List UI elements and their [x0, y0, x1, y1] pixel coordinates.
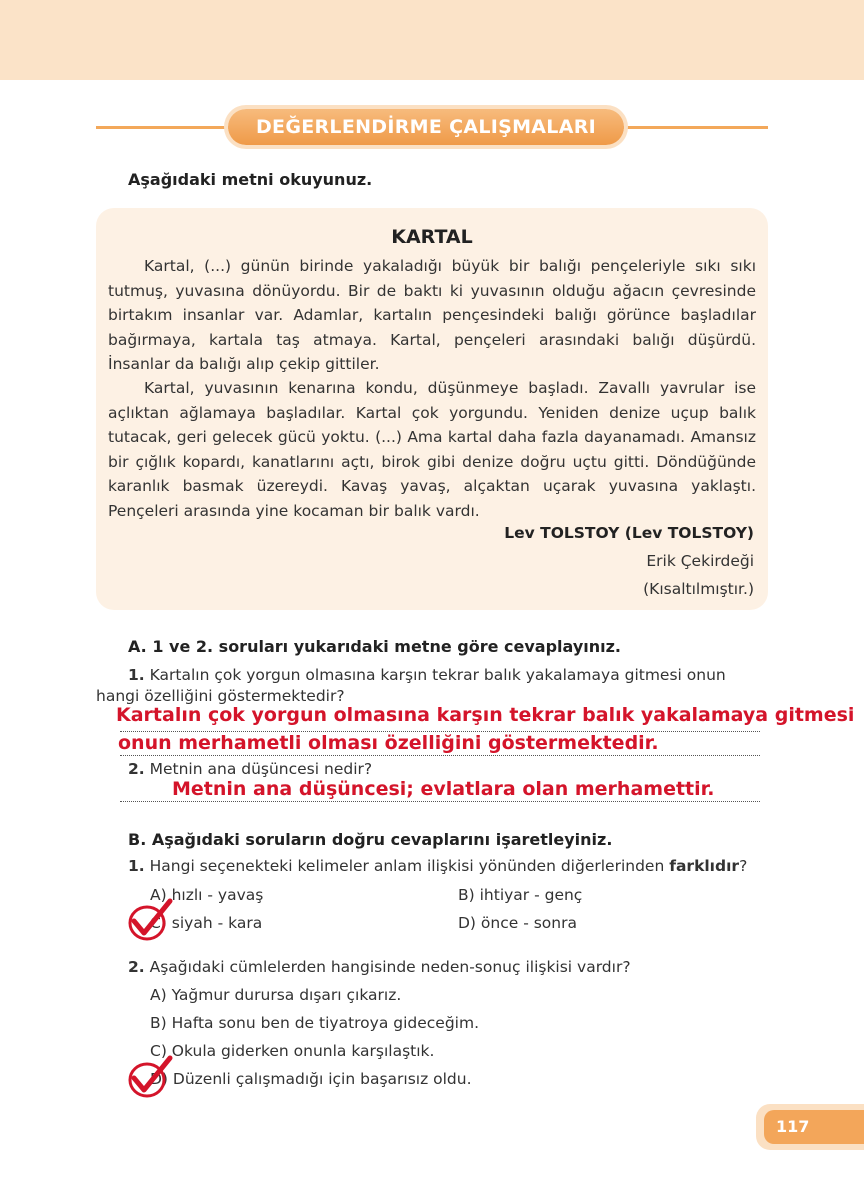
section-b-heading: B. Aşağıdaki soruların doğru cevaplarını işaretleyiniz. [128, 830, 613, 849]
question-b2-number: 2. [128, 958, 145, 976]
question-a1-line2: hangi özelliğini göstermektedir? [96, 687, 345, 705]
question-a2-text: Metnin ana düşüncesi nedir? [149, 760, 373, 778]
question-b2 [128, 958, 631, 976]
question-b1-text: Hangi seçenekteki kelimeler anlam ilişkisi yönünden diğerlerinden [149, 857, 665, 875]
question-b1-emphasis: farklıdır [669, 857, 740, 875]
question-a1-text: Kartalın çok yorgun olmasına karşın tekrar balık yakalamaya gitmesi onun [149, 666, 726, 684]
option-b1-d[interactable]: D) önce - sonra [458, 914, 577, 932]
answer-line [120, 755, 760, 756]
question-a2-number: 2. [128, 760, 145, 778]
story-book: Erik Çekirdeği [646, 552, 754, 570]
question-b1 [128, 857, 747, 875]
answer-a1-line1: Kartalın çok yorgun olmasına karşın tekrar balık yakalamaya gitmesi [116, 704, 855, 726]
question-a2 [128, 760, 372, 778]
page-number: 117 [764, 1110, 864, 1144]
intro-instruction: Aşağıdaki metni okuyunuz. [128, 170, 373, 189]
option-b2-c[interactable]: C) Okula giderken onunla karşılaştık. [150, 1042, 435, 1060]
story-paragraph-1 [108, 254, 756, 377]
story-title: KARTAL [391, 226, 473, 248]
story-paragraph-2-text: Kartal, yuvasının kenarına kondu, düşünmeye başladı. Zavallı yavrular ise açlıktan ağlamaya başladılar. Kartal çok yorgundu. Yeniden denize uçup balık tutacak, geri gelecek gücü yoktu. (...) Ama kartal daha fazla dayanamadı. Amansız bir çığlık kopardı, kanatlarını açtı, birok gibi denize doğru uçtu gitti. Döndüğünde karanlık basmak üzereydi. Kavaş yavaş, alçaktan uçarak yuvasına yaklaştı. Pençeleri arasında yine kocaman bir balık vardı. [108, 379, 756, 520]
story-author: Lev TOLSTOY (Lev TOLSTOY) [504, 524, 754, 542]
question-b2-text: Aşağıdaki cümlelerden hangisinde neden-sonuç ilişkisi vardır? [149, 958, 631, 976]
section-a-heading: A. 1 ve 2. soruları yukarıdaki metne göre cevaplayınız. [128, 637, 621, 656]
question-b1-end: ? [739, 857, 748, 875]
option-b1-b[interactable]: B) ihtiyar - genç [458, 886, 583, 904]
top-band [0, 0, 864, 80]
story-paragraph-1-text: Kartal, (...) günün birinde yakaladığı büyük bir balığı pençeleriyle sıkı sıkı tutmuş, yuvasına dönüyordu. Bir de baktı ki yuvasının olduğu ağacın çevresinde birtakım insanlar var. Adamlar, kartalın pençesindeki balığı görünce başladılar bağırmaya, kartala taş atmaya. Kartal, pençeleri arasındaki balığı düşürdü. İnsanlar da balığı alıp çekip gittiler. [108, 257, 756, 374]
option-b2-d[interactable]: D) Düzenli çalışmadığı için başarısız oldu. [150, 1070, 472, 1088]
question-a1-number: 1. [128, 666, 145, 684]
option-b2-a[interactable]: A) Yağmur durursa dışarı çıkarız. [150, 986, 402, 1004]
question-a1 [128, 663, 768, 687]
checkmark-icon [126, 897, 174, 943]
answer-a1-line2: onun merhametli olması özelliğini göstermektedir. [118, 732, 659, 754]
answer-a2: Metnin ana düşüncesi; evlatlara olan merhamettir. [172, 778, 715, 800]
option-b1-a[interactable]: A) hızlı - yavaş [150, 886, 264, 904]
section-title: DEĞERLENDİRME ÇALIŞMALARI [228, 109, 624, 145]
question-b1-number: 1. [128, 857, 145, 875]
checkmark-icon [126, 1054, 174, 1100]
story-note: (Kısaltılmıştır.) [643, 580, 754, 598]
option-b2-b[interactable]: B) Hafta sonu ben de tiyatroya gideceğim. [150, 1014, 480, 1032]
option-b1-c[interactable]: C) siyah - kara [150, 914, 263, 932]
answer-line [120, 801, 760, 802]
story-paragraph-2 [108, 376, 756, 524]
